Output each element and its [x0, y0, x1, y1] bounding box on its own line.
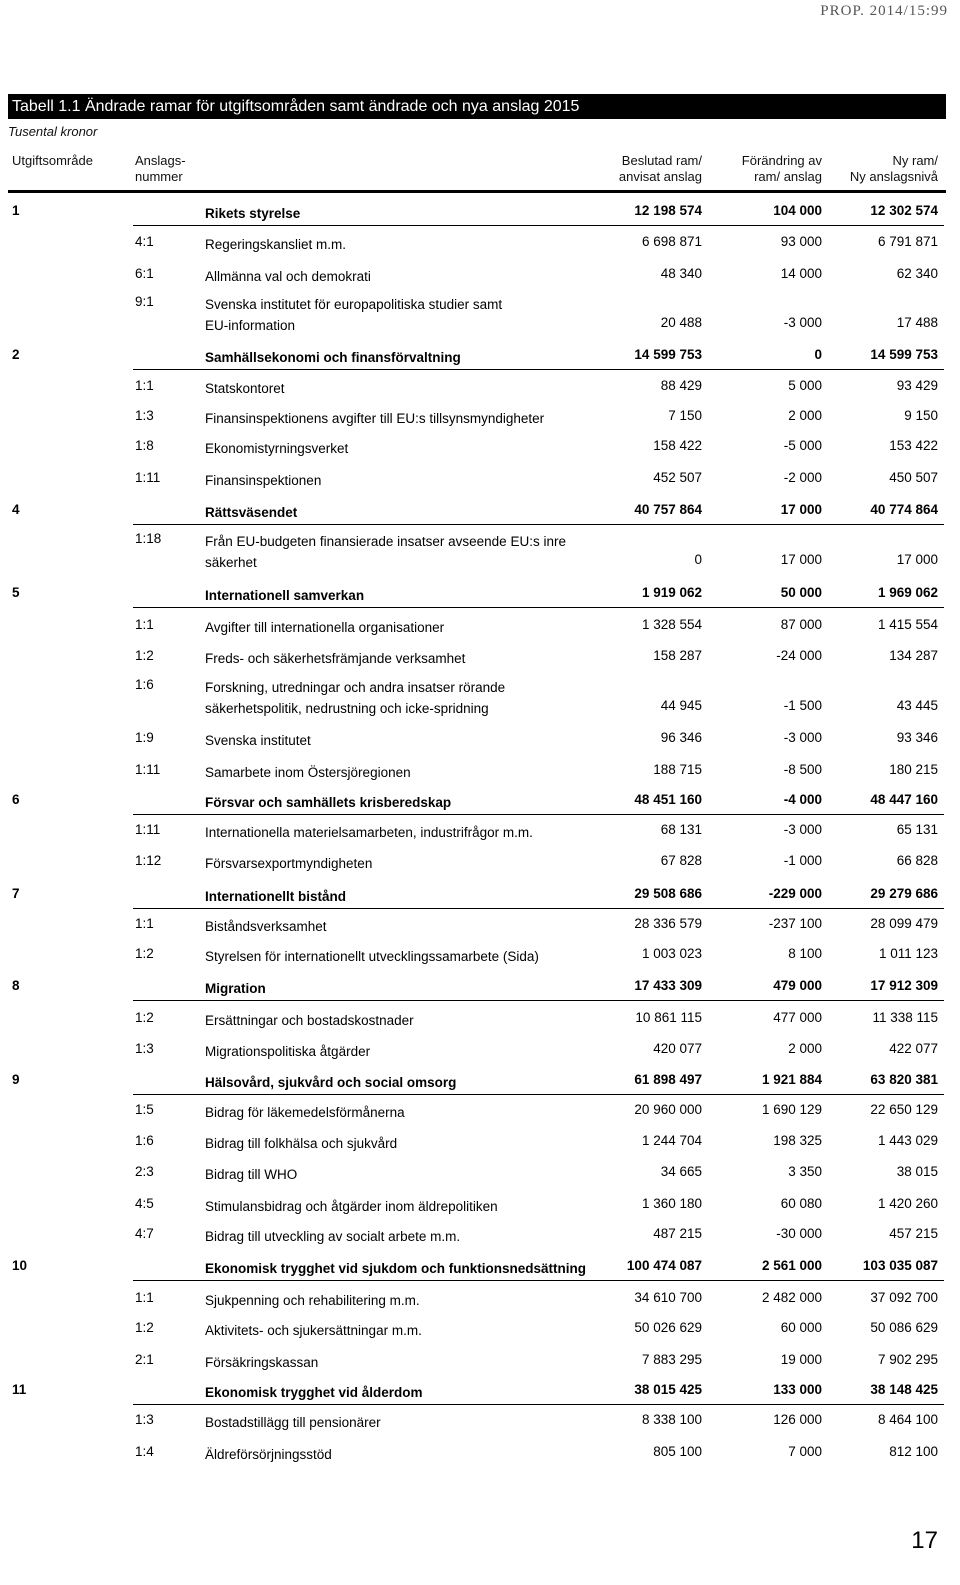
ny-value: 63 820 381 — [870, 1072, 938, 1087]
row-name-line1: Rikets styrelse — [205, 206, 301, 221]
column-header-ny-line1: Ny ram/ — [892, 153, 938, 168]
ny-value: 43 445 — [896, 698, 938, 713]
forandring-value: -5 000 — [783, 438, 822, 453]
forandring-value: 17 000 — [780, 552, 822, 567]
forandring-value: 14 000 — [780, 266, 822, 281]
anslag-number: 1:1 — [135, 378, 154, 393]
ny-value: 17 000 — [896, 552, 938, 567]
ny-value: 22 650 129 — [870, 1102, 938, 1117]
anslag-number: 4:5 — [135, 1196, 154, 1211]
section-underline — [133, 524, 944, 525]
forandring-value: 126 000 — [773, 1412, 822, 1427]
anslag-number: 1:2 — [135, 946, 154, 961]
anslag-number: 1:2 — [135, 648, 154, 663]
row-name-line1: Svenska institutet för europapolitiska studier samt — [205, 297, 503, 312]
forandring-value: 3 350 — [788, 1164, 822, 1179]
column-header-ny — [850, 153, 938, 185]
anslag-number: 1:11 — [135, 470, 161, 485]
ny-value: 14 599 753 — [870, 347, 938, 362]
row-name — [205, 617, 600, 638]
forandring-value: 1 921 884 — [761, 1072, 822, 1087]
ny-value: 12 302 574 — [870, 203, 938, 218]
forandring-value: 2 561 000 — [761, 1258, 822, 1273]
anslag-number: 1:1 — [135, 916, 154, 931]
beslutad-value: 158 422 — [653, 438, 702, 453]
beslutad-value: 1 003 023 — [641, 946, 702, 961]
area-number: 10 — [12, 1258, 28, 1273]
row-name-line1: Försäkringskassan — [205, 1355, 319, 1370]
ny-value: 48 447 160 — [870, 792, 938, 807]
beslutad-value: 12 198 574 — [634, 203, 702, 218]
forandring-value: -3 000 — [783, 822, 822, 837]
ny-value: 153 422 — [889, 438, 938, 453]
area-number: 8 — [12, 978, 20, 993]
section-underline — [133, 1000, 944, 1001]
ny-value: 28 099 479 — [870, 916, 938, 931]
beslutad-value: 7 883 295 — [641, 1352, 702, 1367]
beslutad-value: 50 026 629 — [634, 1320, 702, 1335]
row-name — [205, 585, 600, 606]
forandring-value: -30 000 — [776, 1226, 822, 1241]
beslutad-value: 88 429 — [660, 378, 702, 393]
ny-value: 1 443 029 — [877, 1133, 938, 1148]
row-name — [205, 730, 600, 751]
area-number: 11 — [12, 1382, 27, 1397]
row-name — [205, 1412, 600, 1433]
row-name — [205, 978, 600, 999]
column-header-ny-line2: Ny anslagsnivå — [849, 169, 938, 184]
row-name-line1: Forskning, utredningar och andra insatser rörande — [205, 680, 506, 695]
anslag-number: 1:6 — [135, 1133, 154, 1148]
row-name — [205, 648, 600, 669]
ny-value: 37 092 700 — [870, 1290, 938, 1305]
anslag-number: 1:11 — [135, 762, 161, 777]
beslutad-value: 1 244 704 — [641, 1133, 702, 1148]
ny-value: 7 902 295 — [877, 1352, 938, 1367]
beslutad-value: 7 150 — [668, 408, 702, 423]
ny-value: 65 131 — [896, 822, 938, 837]
forandring-value: -1 500 — [783, 698, 822, 713]
row-name — [205, 1444, 600, 1465]
row-name — [205, 1072, 600, 1093]
column-header-forandring — [742, 153, 822, 185]
row-name — [205, 408, 600, 429]
anslag-number: 2:3 — [135, 1164, 154, 1179]
beslutad-value: 96 346 — [660, 730, 702, 745]
ny-value: 812 100 — [889, 1444, 938, 1459]
ny-value: 6 791 871 — [877, 234, 938, 249]
row-name-line1: Avgifter till internationella organisationer — [205, 620, 445, 635]
beslutad-value: 487 215 — [653, 1226, 702, 1241]
ny-value: 93 346 — [896, 730, 938, 745]
ny-value: 1 011 123 — [878, 946, 938, 961]
row-name — [205, 531, 600, 573]
row-name-line1: Bostadstillägg till pensionärer — [205, 1415, 381, 1430]
row-name-line1: Migrationspolitiska åtgärder — [205, 1044, 371, 1059]
ny-value: 29 279 686 — [870, 886, 938, 901]
column-header-anslag-line1: Anslags- — [135, 153, 186, 168]
row-name-line1: Finansinspektionens avgifter till EU:s tillsynsmyndigheter — [205, 411, 545, 426]
section-underline — [133, 225, 944, 226]
ny-value: 450 507 — [889, 470, 938, 485]
anslag-number: 1:18 — [135, 531, 162, 546]
row-name-line1: Bidrag till WHO — [205, 1167, 298, 1182]
area-number: 2 — [12, 347, 20, 362]
forandring-value: 19 000 — [780, 1352, 822, 1367]
column-header-anslag — [135, 153, 186, 185]
row-name-line1: Freds- och säkerhetsfrämjande verksamhet — [205, 651, 466, 666]
beslutad-value: 1 360 180 — [641, 1196, 702, 1211]
row-name — [205, 677, 600, 719]
row-name — [205, 1258, 600, 1279]
row-name — [205, 266, 600, 287]
area-number: 1 — [12, 203, 20, 218]
area-number: 6 — [12, 792, 20, 807]
row-name — [205, 886, 600, 907]
anslag-number: 1:6 — [135, 677, 154, 692]
beslutad-value: 67 828 — [660, 853, 702, 868]
forandring-value: -2 000 — [783, 470, 822, 485]
area-number: 5 — [12, 585, 20, 600]
ny-value: 422 077 — [889, 1041, 938, 1056]
anslag-number: 1:9 — [135, 730, 154, 745]
row-name — [205, 1352, 600, 1373]
beslutad-value: 188 715 — [653, 762, 702, 777]
row-name-line1: Regeringskansliet m.m. — [205, 237, 347, 252]
anslag-number: 1:12 — [135, 853, 162, 868]
ny-value: 11 338 115 — [872, 1010, 938, 1025]
row-name — [205, 1010, 600, 1031]
column-header-beslutad-line1: Beslutad ram/ — [621, 153, 702, 168]
forandring-value: 2 000 — [788, 408, 822, 423]
column-header-anslag-line2: nummer — [135, 169, 183, 184]
row-name-line1: Försvarsexportmyndigheten — [205, 856, 373, 871]
table-title: Tabell 1.1 Ändrade ramar för utgiftsområden samt ändrade och nya anslag 2015 — [8, 94, 946, 119]
row-name-line1: Bidrag för läkemedelsförmånerna — [205, 1105, 405, 1120]
column-header-forandring-line2: ram/ anslag — [754, 169, 822, 184]
row-name-line1: Aktivitets- och sjukersättningar m.m. — [205, 1323, 422, 1338]
row-name — [205, 946, 600, 967]
beslutad-value: 8 338 100 — [641, 1412, 702, 1427]
beslutad-value: 61 898 497 — [634, 1072, 702, 1087]
row-name — [205, 203, 600, 224]
row-name — [205, 792, 600, 813]
row-name-line1: Äldreförsörjningsstöd — [205, 1447, 332, 1462]
beslutad-value: 17 433 309 — [634, 978, 702, 993]
ny-value: 17 488 — [896, 315, 938, 330]
section-underline — [133, 607, 944, 608]
forandring-value: -3 000 — [783, 315, 822, 330]
forandring-value: -237 100 — [768, 916, 822, 931]
ny-value: 457 215 — [889, 1226, 938, 1241]
row-name-line1: Svenska institutet — [205, 733, 311, 748]
anslag-number: 1:4 — [135, 1444, 154, 1459]
row-name-line1: Ersättningar och bostadskostnader — [205, 1013, 414, 1028]
section-underline — [133, 1404, 944, 1405]
forandring-value: 93 000 — [780, 234, 822, 249]
ny-value: 8 464 100 — [877, 1412, 938, 1427]
forandring-value: -229 000 — [768, 886, 822, 901]
beslutad-value: 10 861 115 — [635, 1010, 702, 1025]
row-name-line1: Ekonomisk trygghet vid sjukdom och funktionsnedsättning — [205, 1261, 587, 1276]
ny-value: 134 287 — [889, 648, 938, 663]
anslag-number: 9:1 — [135, 294, 154, 309]
ny-value: 1 420 260 — [877, 1196, 938, 1211]
ny-value: 50 086 629 — [870, 1320, 938, 1335]
beslutad-value: 20 960 000 — [634, 1102, 702, 1117]
forandring-value: -4 000 — [783, 792, 822, 807]
row-name-line1: Styrelsen för internationellt utvecklingssamarbete (Sida) — [205, 949, 539, 964]
forandring-value: 0 — [814, 347, 822, 362]
section-underline — [133, 369, 944, 370]
forandring-value: 2 000 — [788, 1041, 822, 1056]
row-name-line1: Internationella materielsamarbeten, industrifrågor m.m. — [205, 825, 533, 840]
row-name-line1: Samhällsekonomi och finansförvaltning — [205, 350, 461, 365]
beslutad-value: 100 474 087 — [626, 1258, 702, 1273]
beslutad-value: 38 015 425 — [634, 1382, 702, 1397]
row-name — [205, 1320, 600, 1341]
anslag-number: 1:5 — [135, 1102, 154, 1117]
area-number: 9 — [12, 1072, 20, 1087]
anslag-number: 1:1 — [135, 617, 154, 632]
forandring-value: 1 690 129 — [761, 1102, 822, 1117]
ny-value: 1 969 062 — [877, 585, 938, 600]
ny-value: 93 429 — [896, 378, 938, 393]
row-name-line1: Allmänna val och demokrati — [205, 269, 371, 284]
forandring-value: 133 000 — [773, 1382, 822, 1397]
forandring-value: 7 000 — [788, 1444, 822, 1459]
beslutad-value: 40 757 864 — [634, 502, 702, 517]
beslutad-value: 14 599 753 — [634, 347, 702, 362]
forandring-value: 50 000 — [780, 585, 822, 600]
ny-value: 103 035 087 — [862, 1258, 938, 1273]
header-rule — [8, 190, 946, 193]
ny-value: 40 774 864 — [870, 502, 938, 517]
anslag-number: 4:1 — [135, 234, 154, 249]
beslutad-value: 48 340 — [660, 266, 702, 281]
section-underline — [133, 1280, 944, 1281]
beslutad-value: 158 287 — [653, 648, 702, 663]
row-name-line1: Bidrag till folkhälsa och sjukvård — [205, 1136, 398, 1151]
ny-value: 62 340 — [896, 266, 938, 281]
anslag-number: 1:1 — [135, 1290, 154, 1305]
ny-value: 9 150 — [904, 408, 938, 423]
ny-value: 66 828 — [896, 853, 938, 868]
row-name — [205, 1041, 600, 1062]
forandring-value: 87 000 — [780, 617, 822, 632]
row-name — [205, 502, 600, 523]
beslutad-value: 6 698 871 — [641, 234, 702, 249]
row-name-line1: Hälsovård, sjukvård och social omsorg — [205, 1075, 457, 1090]
row-name-line2: EU-information — [205, 318, 296, 333]
row-name-line1: Ekonomistyrningsverket — [205, 441, 349, 456]
row-name-line1: Statskontoret — [205, 381, 285, 396]
row-name-line1: Rättsväsendet — [205, 505, 298, 520]
anslag-number: 4:7 — [135, 1226, 154, 1241]
row-name — [205, 234, 600, 255]
row-name-line1: Från EU-budgeten finansierade insatser avseende EU:s inre — [205, 534, 566, 549]
row-name — [205, 378, 600, 399]
area-number: 4 — [12, 502, 20, 517]
page-number: 17 — [911, 1527, 938, 1554]
beslutad-value: 34 665 — [660, 1164, 702, 1179]
row-name — [205, 853, 600, 874]
forandring-value: -3 000 — [783, 730, 822, 745]
anslag-number: 1:3 — [135, 1412, 154, 1427]
area-number: 7 — [12, 886, 20, 901]
beslutad-value: 28 336 579 — [634, 916, 702, 931]
row-name-line1: Ekonomisk trygghet vid ålderdom — [205, 1385, 423, 1400]
row-name-line1: Försvar och samhällets krisberedskap — [205, 795, 452, 810]
row-name-line1: Bidrag till utveckling av socialt arbete m.m. — [205, 1229, 461, 1244]
anslag-number: 1:3 — [135, 408, 154, 423]
forandring-value: -1 000 — [783, 853, 822, 868]
forandring-value: 8 100 — [788, 946, 822, 961]
anslag-number: 1:2 — [135, 1010, 154, 1025]
forandring-value: 17 000 — [780, 502, 822, 517]
section-underline — [133, 1094, 944, 1095]
column-header-beslutad-line2: anvisat anslag — [618, 169, 702, 184]
beslutad-value: 1 328 554 — [641, 617, 702, 632]
ny-value: 38 148 425 — [870, 1382, 938, 1397]
row-name-line1: Samarbete inom Östersjöregionen — [205, 765, 411, 780]
forandring-value: 60 080 — [780, 1196, 822, 1211]
row-name — [205, 916, 600, 937]
beslutad-value: 68 131 — [660, 822, 702, 837]
column-header-beslutad — [619, 153, 702, 185]
forandring-value: 477 000 — [773, 1010, 822, 1025]
beslutad-value: 1 919 062 — [641, 585, 702, 600]
document-reference: PROP. 2014/15:99 — [820, 3, 948, 19]
ny-value: 1 415 554 — [877, 617, 938, 632]
anslag-number: 6:1 — [135, 266, 154, 281]
ny-value: 38 015 — [896, 1164, 938, 1179]
beslutad-value: 34 610 700 — [634, 1290, 702, 1305]
row-name-line1: Stimulansbidrag och åtgärder inom äldrepolitiken — [205, 1199, 498, 1214]
forandring-value: 60 000 — [780, 1320, 822, 1335]
row-name — [205, 294, 600, 336]
row-name-line1: Finansinspektionen — [205, 473, 322, 488]
beslutad-value: 44 945 — [660, 698, 702, 713]
row-name — [205, 1164, 600, 1185]
row-name — [205, 438, 600, 459]
row-name-line1: Internationellt bistånd — [205, 889, 347, 904]
row-name — [205, 1226, 600, 1247]
forandring-value: 104 000 — [773, 203, 822, 218]
beslutad-value: 452 507 — [653, 470, 702, 485]
anslag-number: 1:11 — [135, 822, 161, 837]
column-header-area: Utgiftsområde — [12, 153, 93, 168]
anslag-number: 1:8 — [135, 438, 154, 453]
row-name-line2: säkerhet — [205, 555, 257, 570]
section-underline — [133, 908, 944, 909]
beslutad-value: 420 077 — [653, 1041, 702, 1056]
anslag-number: 1:3 — [135, 1041, 154, 1056]
forandring-value: 479 000 — [773, 978, 822, 993]
row-name — [205, 1290, 600, 1311]
ny-value: 180 215 — [889, 762, 938, 777]
beslutad-value: 805 100 — [653, 1444, 702, 1459]
row-name — [205, 762, 600, 783]
section-underline — [133, 814, 944, 815]
row-name — [205, 347, 600, 368]
row-name — [205, 1133, 600, 1154]
table-subtitle: Tusental kronor — [8, 124, 98, 139]
row-name — [205, 470, 600, 491]
row-name-line1: Migration — [205, 981, 266, 996]
beslutad-value: 29 508 686 — [634, 886, 702, 901]
row-name-line1: Sjukpenning och rehabilitering m.m. — [205, 1293, 420, 1308]
row-name — [205, 1196, 600, 1217]
beslutad-value: 0 — [694, 552, 702, 567]
row-name — [205, 822, 600, 843]
forandring-value: 2 482 000 — [761, 1290, 822, 1305]
forandring-value: 5 000 — [788, 378, 822, 393]
beslutad-value: 48 451 160 — [634, 792, 702, 807]
beslutad-value: 20 488 — [660, 315, 702, 330]
forandring-value: 198 325 — [773, 1133, 822, 1148]
forandring-value: -24 000 — [776, 648, 822, 663]
anslag-number: 2:1 — [135, 1352, 154, 1367]
ny-value: 17 912 309 — [870, 978, 938, 993]
row-name-line2: säkerhetspolitik, nedrustning och icke-spridning — [205, 701, 489, 716]
anslag-number: 1:2 — [135, 1320, 154, 1335]
row-name-line1: Internationell samverkan — [205, 588, 365, 603]
forandring-value: -8 500 — [783, 762, 822, 777]
row-name-line1: Biståndsverksamhet — [205, 919, 327, 934]
column-header-forandring-line1: Förändring av — [741, 153, 822, 168]
row-name — [205, 1382, 600, 1403]
row-name — [205, 1102, 600, 1123]
